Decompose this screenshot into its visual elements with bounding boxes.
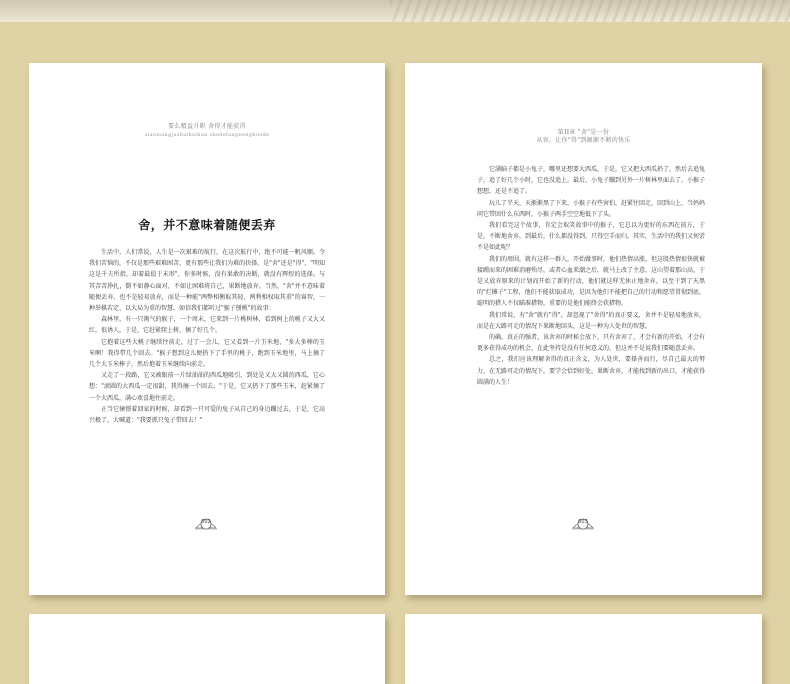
page-number-ornament xyxy=(571,512,595,532)
body-text xyxy=(89,247,325,426)
page-number-ornament xyxy=(194,512,218,532)
running-head-title: 要么精益升职 舍得才能获得 xyxy=(168,123,246,130)
running-head-chapter: 第II章 "舍"是一份 xyxy=(557,129,610,136)
paragraph: 正当它憧憬着回家的时候，却看到一只可爱的兔子从自己的身边蹦过去，于是，它高兴极了，大喊道："我要抓只兔子带回去！" xyxy=(89,405,325,425)
paragraph: 森林里，有一只淘气的猴子，一个周末，它来到一片桃树林，看到树上的桃子又大又红，很诱人，于是，它赶紧爬上树，摘了好几个。 xyxy=(89,316,325,335)
ink-landscape-decoration xyxy=(390,0,790,22)
running-head-subtitle: 从容，让你"得"到源源不断的快乐 xyxy=(536,137,631,144)
paragraph: 我们看完这个故事，肯定会取笑故事中的猴子，它总以为更好的东西在前方，于是，不断地舍弃，到最后，什么都没得到，只得空手而归。其实，生活中的我们又何尝不是如此呢？ xyxy=(477,222,706,252)
book-page-right xyxy=(405,63,762,595)
paragraph: 生活中，人们常说，人生是一次艰难的航行，在这次航行中，绝不可能一帆风顺。令我们苦恼的，不仅是那些艰难困苦，更有那些让我们为难的抉择。是"舍"还是"得"，"明知这是千夫所指，却着最值于未形"，你多时候，没有果敢的决断，就没有辉煌的选择。与其苦苦挣扎，倒不如静心面对，不如让困难将自己，果断地放弃。当然，"舍"并不意味着随便丢弃，也不是轻易放弃，而是一种能"两弊相衡取其轻，两利相权取其重"的睿智，一种举棋若定、以大局为重的智慧。如信我们都听过"猴子掰桃"的故事： xyxy=(89,249,325,313)
running-head xyxy=(405,129,762,145)
paragraph: 玩儿了半天，天渐渐黑了下来，小猴子有些害怕，赶紧往回走，回到山上，当妈妈问它带回什么东西时，小猴子两手空空地低下了头。 xyxy=(477,199,706,218)
paragraph: 的确，真正的强者，该舍弃的时候会放下，只有舍弃了，才会有新的开始，才会有更多获得成功的机会，在此坚持是没有任何意义的，但这并不是说我们要随意丢弃。 xyxy=(477,334,706,353)
paragraph: 总之，我们应该理解舍得的真正含义，为人处世，要择善而行，尽自己最大的努力，在无路可走的情况下，要学会恰到好处，果断舍弃，才能找到新的出口，才能获得圆满的人生！ xyxy=(477,356,706,386)
body-text xyxy=(477,164,705,388)
header-decorative-band xyxy=(0,0,790,22)
page-number: 003 xyxy=(578,519,588,525)
paragraph: 我们的周围，就有这样一群人，开始做事时，他们热情高涨，但这股热情很快就被接踵而来的困难消磨殆尽，或者心血来潮之后，就马上改了主意，这山望着那山高，于是又放弃原来的计划而开始了新的行动，他们就这样无休止地舍弃，以至于到了天黑的"烂摊子"工程，他们不能获取成功，是因为他们不能把自己的行动和愿望贯彻到底。聪明的猎人不仅瞄准猎物，重要的是他们能终会获猎物。 xyxy=(477,255,706,308)
running-head-pinyin: xiaoxiangjushuikaihun shedefangnenghuode xyxy=(144,132,270,138)
paragraph: 它抱着这些大桃子继续往前走，过了一会儿，它又看到一片玉米地，"多大多棒的玉米啊！我得带几个回去。"猴子想到这儿便扔下了手里的桃子，跑到玉米地里，马上摘了几个大玉米棒子，然后抱着玉米继续向前走。 xyxy=(89,338,325,369)
section-title: 舍，并不意味着随便丢弃 xyxy=(138,218,276,232)
page-number: 002 xyxy=(201,519,211,525)
paragraph: 又走了一段路，它又被眼前一片绿油油的西瓜地吸引，到处是又大又圆的西瓜，它心想："滚圆的大西瓜一定很甜，我得摘一个回去。"于是，它又扔下了那些玉米，赶紧摘了一个大西瓜，满心欢喜地往前走。 xyxy=(89,372,325,402)
paragraph: 它满脑子都是小兔子，哪里还想要大西瓜，于是，它又把大西瓜扔了，然后去追兔子，追了好几个小时，它也没追上。最后，小兔子蹦到另外一片树林里面去了，小猴子想想，还是不追了。 xyxy=(477,166,706,196)
running-head xyxy=(29,123,385,139)
paragraph: 我们常说，有"舍"就有"得"，却忽视了"舍得"的真正要义，舍并不是轻易地放弃，而是在大路可走的情况下果断地回头，这是一种为人处世的智慧。 xyxy=(477,311,705,330)
book-page-left xyxy=(29,63,385,595)
